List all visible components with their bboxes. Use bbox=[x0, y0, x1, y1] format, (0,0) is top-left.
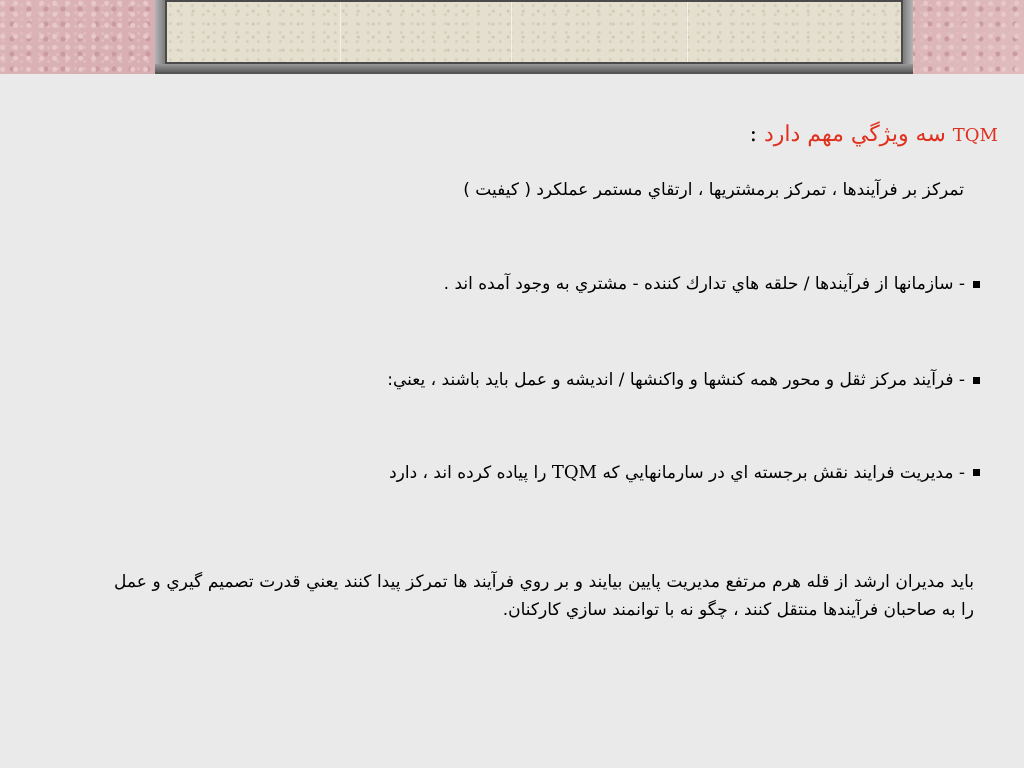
bullet-item bbox=[389, 462, 980, 483]
slide-subheading: تمركز بر فرآيندها ، تمركز برمشتريها ، ارتقاي مستمر عملكرد ( كيفيت ) bbox=[463, 180, 964, 200]
bullet-square-icon bbox=[973, 377, 980, 384]
frame-bevel-right bbox=[903, 0, 913, 66]
frame-divider bbox=[511, 2, 512, 62]
bullet-item bbox=[444, 274, 980, 294]
title-frame bbox=[155, 0, 913, 74]
bullet-acronym: TQM bbox=[551, 462, 598, 483]
slide-heading bbox=[750, 122, 998, 147]
frame-bevel-bottom bbox=[155, 64, 913, 72]
bullet-item bbox=[387, 370, 980, 390]
heading-colon: : bbox=[749, 122, 757, 147]
bullet-text-after: را پياده كرده اند ، دارد bbox=[389, 463, 547, 483]
bullet-text: - سازمانها از فرآيندها / حلقه هاي تدارك كننده - مشتري به وجود آمده اند . bbox=[443, 274, 965, 294]
heading-text: سه ويژگي مهم دارد bbox=[763, 122, 946, 147]
closing-paragraph: بايد مديران ارشد از قله هرم مرتفع مديريت پايين بيايند و بر روي فرآيند ها تمركز پيدا كنند يعني قدرت تصميم گيري و عمل را به صاحبان فرآيندها منتقل كنند ، چگو نه با توانمند سازي كاركنان. bbox=[114, 572, 974, 620]
bullet-square-icon bbox=[973, 281, 980, 288]
title-placeholder bbox=[165, 0, 903, 64]
bullet-text: - فرآيند مركز ثقل و محور همه كنشها و واكنشها / انديشه و عمل بايد باشند ، يعني: bbox=[387, 370, 965, 390]
bullet-text bbox=[389, 462, 965, 483]
frame-divider bbox=[340, 2, 341, 62]
frame-divider bbox=[687, 2, 688, 62]
heading-acronym: TQM bbox=[952, 125, 998, 146]
bullet-text-before: - مديريت فرايند نقش برجسته اي در سارمانهايي كه bbox=[602, 463, 965, 483]
bullet-square-icon bbox=[973, 469, 980, 476]
frame-bevel-left bbox=[155, 0, 165, 66]
header-banner bbox=[0, 0, 1024, 74]
